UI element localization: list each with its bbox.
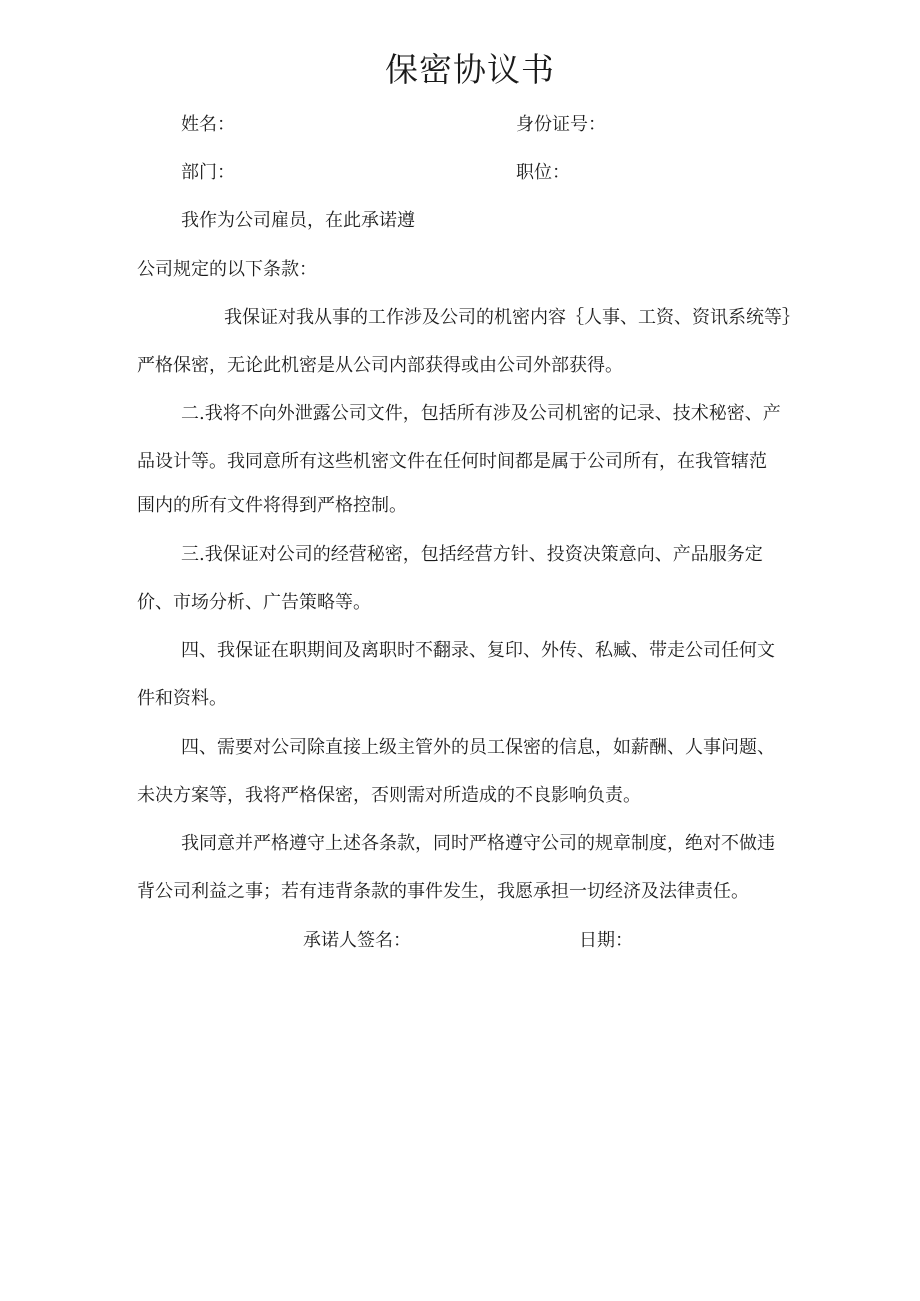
position-label: 职位： (516, 162, 570, 183)
clause-2-line-3: 围内的所有文件将得到严格控制。 (137, 495, 407, 516)
closing-line-1: 我同意并严格遵守上述各条款，同时严格遵守公司的规章制度，绝对不做违 (181, 833, 775, 854)
clause-5-line-2: 未决方案等，我将严格保密，否则需对所造成的不良影响负责。 (137, 785, 641, 806)
clause-3-line-1: 三.我保证对公司的经营秘密，包括经营方针、投资决策意向、产品服务定 (181, 544, 763, 565)
intro-line-1: 我作为公司雇员，在此承诺遵 (181, 210, 415, 231)
clause-5-line-1: 四、需要对公司除直接上级主管外的员工保密的信息，如薪酬、人事问题、 (181, 737, 775, 758)
name-label: 姓名： (181, 114, 235, 135)
closing-line-2: 背公司利益之事；若有违背条款的事件发生，我愿承担一切经济及法律责任。 (137, 881, 749, 902)
date-label: 日期： (579, 930, 633, 951)
intro-line-2: 公司规定的以下条款： (137, 259, 317, 280)
document-title: 保密协议书 (385, 50, 555, 89)
department-label: 部门： (181, 162, 235, 183)
clause-1-line-2: 严格保密，无论此机密是从公司内部获得或由公司外部获得。 (137, 355, 623, 376)
clause-2-line-1: 二.我将不向外泄露公司文件，包括所有涉及公司机密的记录、技术秘密、产 (181, 403, 781, 424)
clause-4-line-2: 件和资料。 (137, 688, 227, 709)
signer-label: 承诺人签名： (303, 930, 411, 951)
clause-4-line-1: 四、我保证在职期间及离职时不翻录、复印、外传、私臧、带走公司任何文 (181, 640, 775, 661)
clause-3-line-2: 价、市场分析、广告策略等。 (137, 592, 371, 613)
id-number-label: 身份证号： (516, 114, 606, 135)
clause-1-line-1: 我保证对我从事的工作涉及公司的机密内容｛人事、工资、资讯系统等｝ (224, 307, 800, 328)
clause-2-line-2: 品设计等。我同意所有这些机密文件在任何时间都是属于公司所有，在我管辖范 (137, 451, 767, 472)
